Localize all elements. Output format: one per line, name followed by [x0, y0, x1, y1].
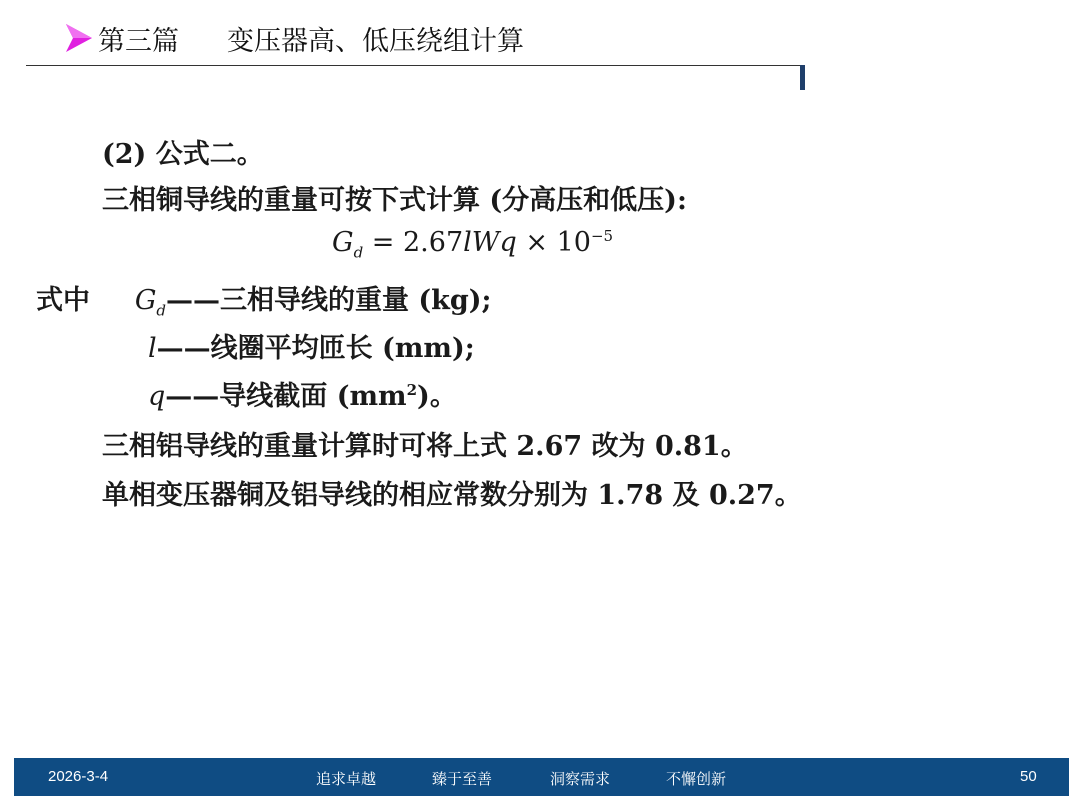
footer-bar: [14, 758, 1069, 796]
footer-motto-2: 臻于至善: [432, 771, 493, 788]
copper-intro: 三相铜导线的重量可按下式计算 (分高压和低压):: [102, 185, 687, 216]
footer-motto-4: 不懈创新: [666, 771, 727, 788]
section-label: 第三篇: [98, 25, 179, 57]
footer-date: 2026-3-4: [48, 768, 109, 785]
title-rule-accent: [800, 65, 805, 90]
page-number: 50: [1020, 768, 1037, 785]
footer-motto-1: 追求卓越: [316, 771, 377, 788]
definition-gd: 式中 $G_d——$三相导线的重量 (kg);: [36, 285, 492, 320]
definition-l: l——线圈平均匝长 (mm);: [148, 333, 475, 364]
slide-title: [64, 18, 524, 58]
formula-heading: (2) 公式二。: [102, 139, 264, 170]
section-title: 变压器高、低压绕组计算: [227, 25, 524, 57]
arrow-bullet-icon: [64, 22, 94, 54]
definition-q: q——导线截面 $(mm^2)$。: [148, 381, 457, 412]
footer-motto-3: 洞察需求: [550, 771, 611, 788]
formula: $G_d = 2.67lWq \times 10^{-5}$: [332, 227, 614, 262]
single-phase-note: 单相变压器铜及铝导线的相应常数分别为 1.78 及 0.27。: [102, 480, 802, 511]
title-rule: [26, 65, 805, 66]
aluminum-note: 三相铝导线的重量计算时可将上式 2.67 改为 0.81。: [102, 431, 748, 462]
